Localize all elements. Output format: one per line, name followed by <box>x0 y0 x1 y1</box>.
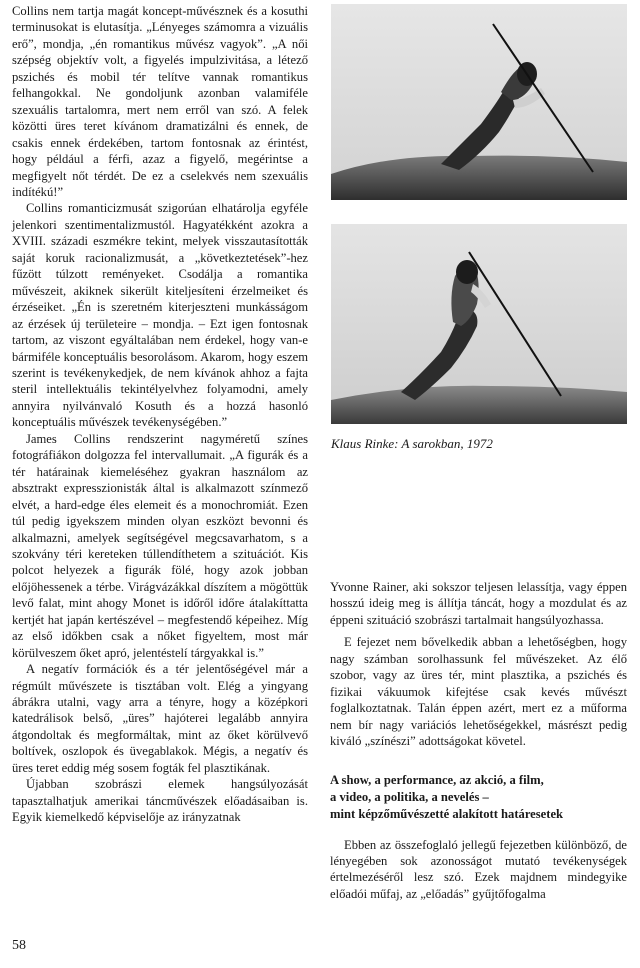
section-heading <box>330 772 627 823</box>
right-text-column <box>330 579 627 902</box>
performance-photo-bottom <box>331 224 627 424</box>
section-heading-line: a video, a politika, a nevelés – <box>330 789 489 804</box>
left-text-column <box>12 3 308 826</box>
paragraph: A negatív formációk és a tér jelentőségével már a régmúlt művészete is tisztában volt. Elég a yingyang ábrákra utalni, vagy arra a tényre, hogy a középkori katedrálisok belső, „üres” hajóterei legalább annyira átgondoltak és megformáltak, mint az őket körülvevő boltívek, oszlopok és üvegablakok. Mégis, a negatív és üres teret eddig még sosem fogták fel plasztikának. <box>12 662 308 775</box>
performance-photo-top <box>331 4 627 200</box>
paragraph: Ebben az összefoglaló jellegű fejezetben különböző, de lényegében sok azonosságot mutató tevékenységek értelmezéséről lesz szó. Ezek majdnem mindegyike előadói műfaj, az „előadás” gyűjtőfogalma <box>330 837 627 901</box>
section-heading-line: mint képzőművészetté alakított határesetek <box>330 806 564 821</box>
paragraph: James Collins rendszerint nagyméretű színes fotográfiákon dolgozza fel intervallumait. „A figurák és a tér határainak kiemeléséhez gyakran használom az absztrakt expresszionisták által is alkalmazott színmező elvét, a hard-edge éles elemeit és a monochromiát. Ezen túl pedig igyekszem minden olyan eszközt bevonni és alkalmazni, amelyek segítségével megcsavarhatom, s a szokvány téri kereteken túllendíthetem a szituációt. Kis polcot helyezek a figurák fölé, hogy azok jobban előjöhessenek a térbe. Virágvázákkal díszítem a mögöttük levő falat, mint ahogy Monet is időről időre átalakíttatta kertjét hat japán kertészével – megfestendő képeihez. Míg az első időkben csak a nőket figyeltem, most már körülveszem őket apró, jelentéstelí tárgyakkal is.” <box>12 431 308 660</box>
paragraph: Collins nem tartja magát koncept-művésznek és a kosuthi terminusokat is elutasítja. „Lényeges számomra a vizuális erő”, mondja, „én romantikus művész vagyok”. „A női szépség objektív volt, a figyelés impulzivitása, a létező pszichés és mobil tér telítve vannak romantikus felhangokkal. Ne gondoljunk azonban valamiféle szexuális tartalomra, mert nem erről van szó. A felek közötti üres teret kívánom dramatizálni és ennek, de csakis ennek érdekében, tartom fontosnak az érintést, hogy például a férfi, azaz a figyelő, megérintse a megfigyelt nőt térdét. De ez a cselekvés nem szexuális indítékú!” <box>12 4 308 199</box>
figure-caption: Klaus Rinke: A sarokban, 1972 <box>331 436 493 451</box>
section-heading-line: A show, a performance, az akció, a film, <box>330 772 544 787</box>
paragraph: Újabban szobrászi elemek hangsúlyozását tapasztalhatjuk amerikai táncművészek előadásaiban is. Egyik kiemelkedő képviselője az irányzatnak <box>12 777 308 825</box>
page-number: 58 <box>12 938 26 953</box>
paragraph: Yvonne Rainer, aki sokszor teljesen lelassítja, vagy éppen hosszú ideig meg is állítja táncát, hogy a mozdulat és az éppeni szituáció szobrászi tartalmait hangsúlyozhassa. <box>330 580 627 627</box>
paragraph: E fejezet nem bővelkedik abban a lehetőségben, hogy nagy számban sorolhassunk fel művészeket. Az élő szobor, vagy az üres tér, mint plasztika, a pszichés és fizikai vákuumok kifejtése csak kevés művészt foglalkoztatnak. Talán éppen azért, mert ez a műforma nem bír nagy variációs lehetőségekkel, másrészt pedig kiváló „színészi” adottságokat követel. <box>330 635 627 749</box>
paragraph: Collins romanticizmusát szigorúan elhatárolja egyféle jelenkori szentimentalizmustól. Hagyatékként azokra a XVIII. századi eszmékre tekint, melyek visszautasították saját koruk racionalizmusát, a „következtetések”-hez fűzött túlzott reményeket. Csodálja a romantika művészeit, akiknek sikerült kiteljesíteni érzelmeiket és érzéseiket. „Én is szeretném kiterjeszteni munkásságom az érzések új területeire – mondja. – Ezt igen fontosnak tartom, az viszont egyáltalában nem érdekel, hogy van-e bármiféle konceptuális besorolásom. Akarom, hogy eszem szerint is tevékenykedjek, de nem kívánok ahhoz a fajta steril intellektuális tekintélyelvhez folyamodni, amely annyira nyilvánvaló Kosuth és a hozzá hasonló konceptuális művészek tevékenységében.” <box>12 201 308 430</box>
